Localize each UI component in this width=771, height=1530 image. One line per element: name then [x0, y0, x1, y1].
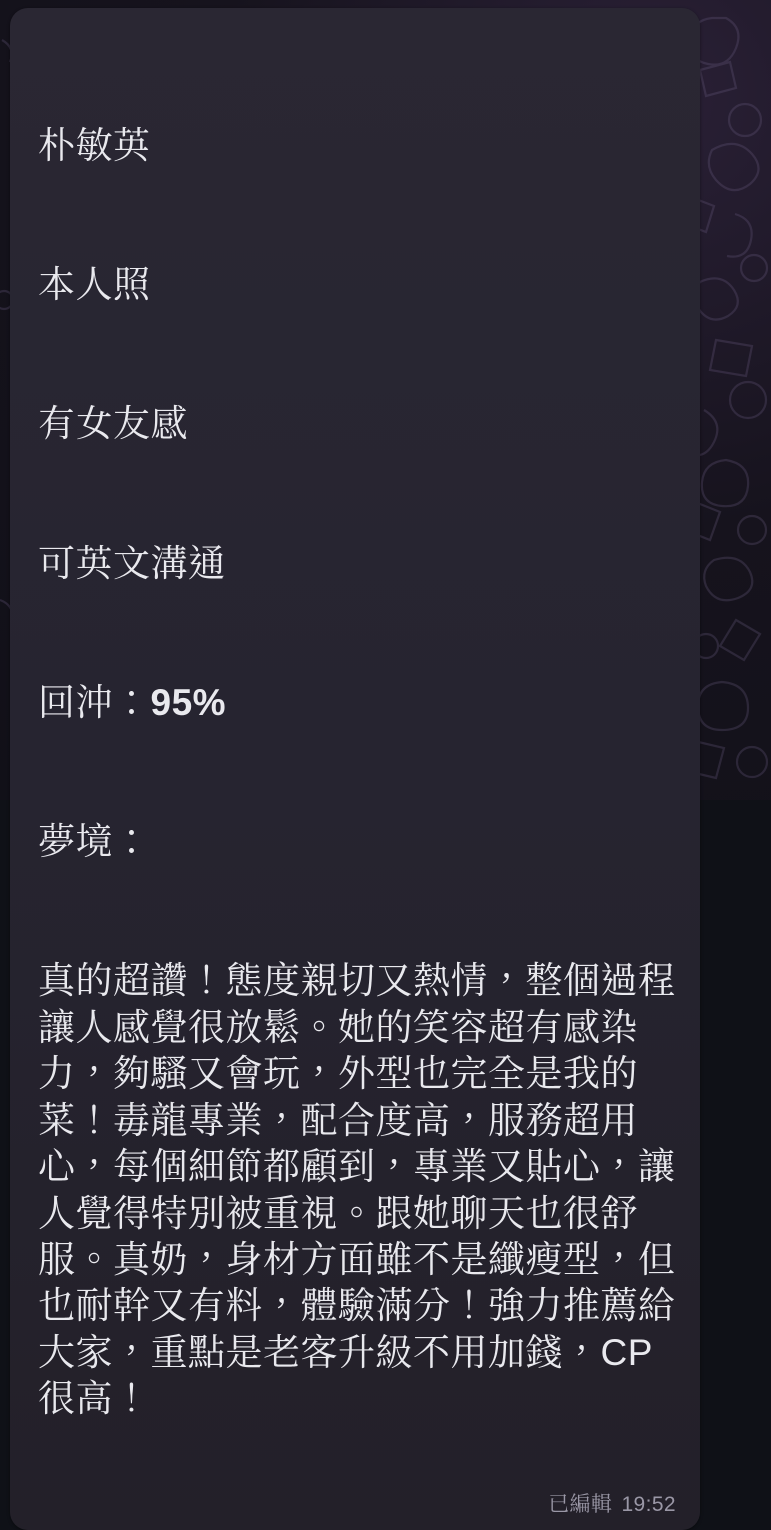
message-header-line-4: 可英文溝通 — [38, 542, 226, 584]
message-timestamp: 19:52 — [621, 1492, 676, 1516]
message-header-line-2: 本人照 — [38, 264, 151, 306]
message-header-line-1: 朴敏英 — [38, 124, 151, 166]
rating-line — [38, 680, 676, 726]
message-header-line-3: 有女友感 — [38, 403, 188, 445]
message-bubble[interactable] — [10, 8, 700, 1530]
rating-label: 回沖： — [38, 681, 151, 723]
message-body: 真的超讚！態度親切又熱情，整個過程讓人感覺很放鬆。她的笑容超有感染力，夠騷又會玩，外型也完全是我的菜！毒龍專業，配合度高，服務超用心，每個細節都顧到，專業又貼心，讓人覺得特別被重視。跟她聊天也很舒服。真奶，身材方面雖不是纖瘦型，但也耐幹又有料，體驗滿分！強力推薦給大家，重點是老客升級不用加錢，CP很高！ — [38, 960, 676, 1420]
message-content — [38, 30, 676, 1516]
edited-label: 已編輯 — [548, 1492, 613, 1516]
section-label: 夢境： — [38, 821, 151, 863]
message-meta — [548, 1488, 676, 1518]
rating-value: 95% — [150, 681, 227, 723]
